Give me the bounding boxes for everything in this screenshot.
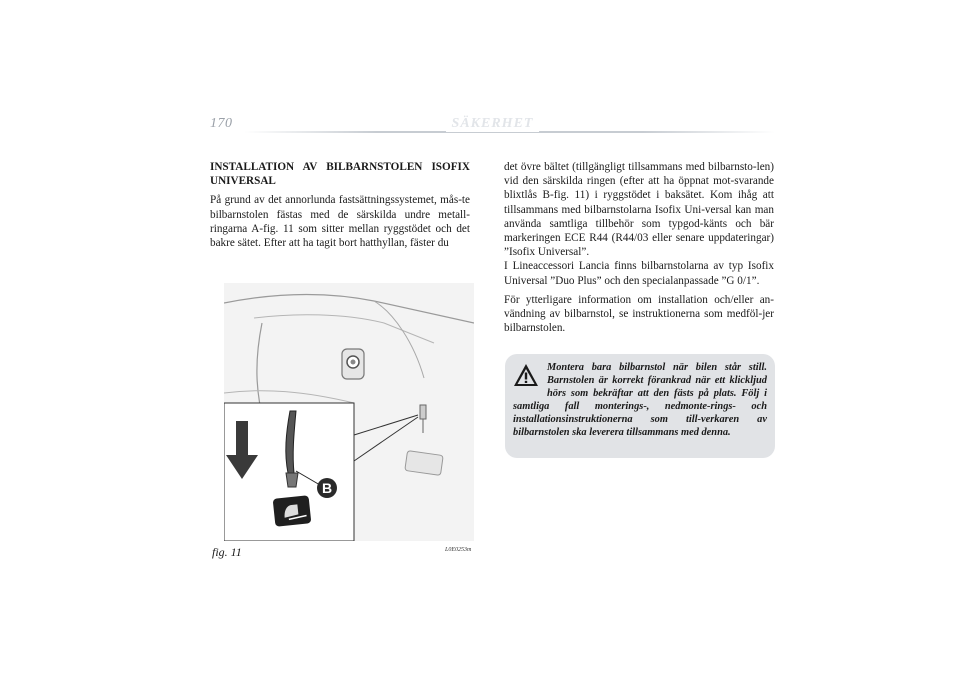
warning-box (505, 354, 775, 458)
left-column (210, 160, 470, 250)
left-paragraph: På grund av det annorlunda fastsättningssystemet, mås-te bilbarnstolen fästas med de särskilda undre metall-ringarna A-fig. 11 som sitter mellan ryggstödet och det bakre sätet. Efter att ha tagit bort hatthyllan, fäster du (210, 194, 470, 250)
section-heading: INSTALLATION AV BILBARNSTOLEN ISOFIX UNIVERSAL (210, 161, 470, 188)
figure-code: L0E0253m (445, 547, 472, 553)
right-paragraph-1: det övre bältet (tillgängligt tillsammans med bilbarnsto-len) vid den särskilda ringen (efter att ha öppnat mot-svarande blixtlås B-fig. 11) i ryggstödet i baksätet. Kom ihåg att tillsammans med bilbarnstolarna Isofix Uni-versal kan man använda samtliga tillbehör som typgod-känts och bär markeringen ECE R44 (R44/03 eller senare uppdateringar) ”Isofix Universal”. (504, 161, 774, 259)
right-paragraph-2: I Lineaccessori Lancia finns bilbarnstolarna av typ Isofix Universal ”Duo Plus” och den specialanpassade ”G 0/1”. (504, 260, 774, 287)
section-title: SÄKERHET (446, 116, 540, 132)
page-number: 170 (210, 116, 233, 131)
figure-caption: fig. 11 (212, 545, 242, 559)
marker-b-label: B (321, 480, 333, 496)
page-header (210, 116, 775, 136)
warning-text: Montera bara bilbarnstol när bilen står still. Barnstolen är korrekt förankrad när ett klickljud hörs som bekräftar att den fästs på plats. Följ i samtliga fall monterings-, nedmonte-rings- och installationsinstruktionerna som till-verkaren av bilbarnstolen ska leverera tillsammans med denna. (513, 362, 767, 438)
warning-text-block (513, 361, 767, 439)
isofix-illustration (224, 283, 474, 541)
right-paragraph-3: För ytterligare information om installation och/eller an-vändning av bilbarnstol, se instruktionerna som medföl-jer bilbarnstolen. (504, 293, 774, 335)
right-column (504, 160, 774, 335)
isofix-drawing (224, 283, 474, 541)
